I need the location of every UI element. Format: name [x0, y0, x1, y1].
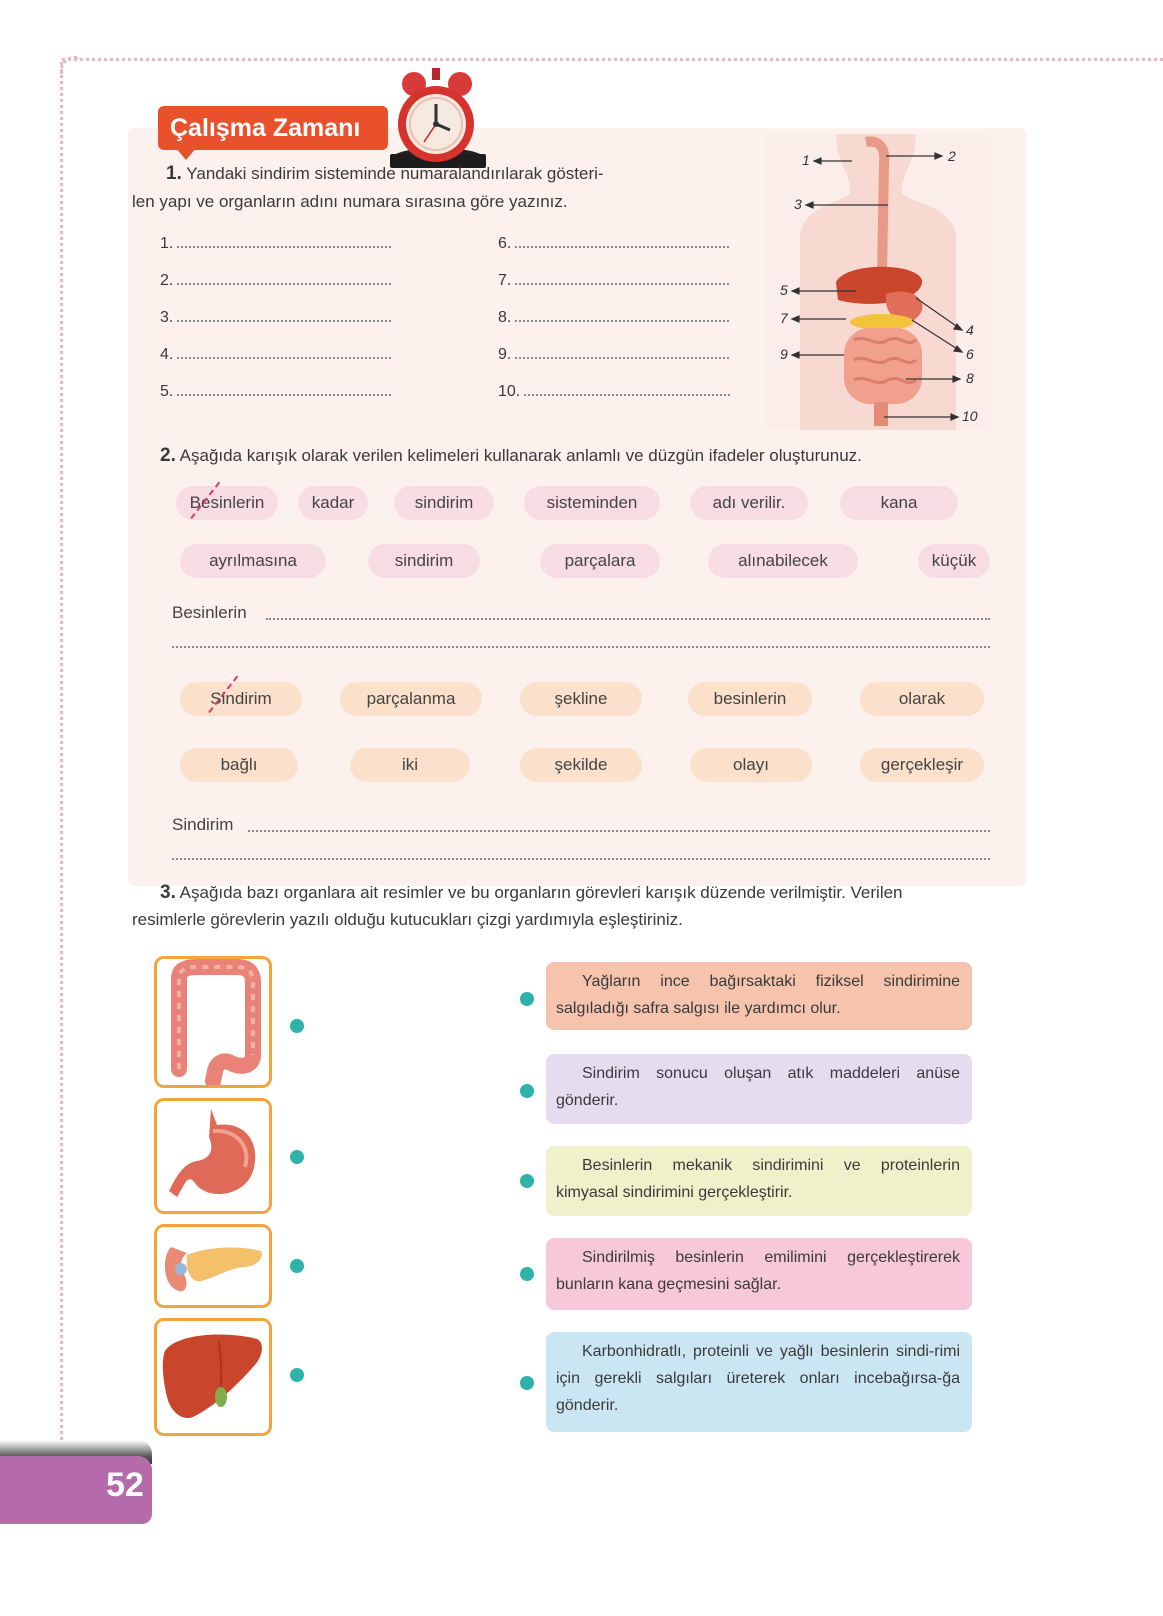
q1-answer-number-3: 3. — [160, 309, 174, 326]
pancreas-image — [154, 1224, 272, 1308]
q1-answer-number-9: 9. — [498, 346, 512, 363]
frame-left-border — [60, 62, 63, 1452]
q1-answer-row-8 — [498, 308, 729, 327]
q1-answer-number-4: 4. — [160, 346, 174, 363]
q1-answer-row-6 — [498, 234, 729, 253]
organ-match-dot-3[interactable] — [290, 1259, 304, 1273]
q2-set1-row1-word-6: kana — [840, 486, 958, 520]
liver-image — [154, 1318, 272, 1436]
q1-answer-number-5: 5. — [160, 383, 174, 400]
q1-answer-number-10: 10. — [498, 383, 521, 400]
task-text-5: Karbonhidratlı, proteinli ve yağlı besinlerin sindi-rimi için gerekli salgıları üreterek onları incebağırsa-ğa gönderir. — [556, 1343, 960, 1414]
q2-set2-row1-word-1: Sindirim — [180, 682, 302, 716]
q1-prompt-line1 — [166, 160, 604, 188]
q1-answer-number-6: 6. — [498, 235, 512, 252]
q1-answer-row-9 — [498, 345, 729, 364]
q1-answer-blank-7[interactable] — [515, 271, 729, 285]
q2-set2-row1-word-3: şekline — [520, 682, 642, 716]
q1-answer-row-3 — [160, 308, 391, 327]
q3-text-line1: Aşağıda bazı organlara ait resimler ve bu organların görevleri karışık düzende verilmiştir. Verilen — [179, 883, 903, 902]
q1-answer-number-2: 2. — [160, 272, 174, 289]
page-title: Çalışma Zamanı — [158, 106, 388, 150]
q2-set1-row1-word-3: sindirim — [394, 486, 494, 520]
q1-answer-blank-8[interactable] — [515, 308, 729, 322]
q1-answer-blank-10[interactable] — [524, 382, 730, 396]
task-box-absorption — [546, 1238, 972, 1310]
task-box-enzymes — [546, 1332, 972, 1432]
q2-set1-row1-word-5: adı verilir. — [690, 486, 808, 520]
diagram-label-5: 5 — [780, 282, 788, 298]
q2-set1-row1-word-2: kadar — [298, 486, 368, 520]
q1-answer-row-10 — [498, 382, 730, 401]
title-badge-tail — [176, 148, 196, 160]
diagram-label-10: 10 — [962, 408, 978, 424]
q1-answer-row-1 — [160, 234, 391, 253]
q2-set1-row2-word-5: küçük — [918, 544, 990, 578]
q2-set2-row2-word-4: olayı — [690, 748, 812, 782]
diagram-arrows — [766, 134, 990, 430]
stomach-icon — [157, 1101, 269, 1211]
task-match-dot-4[interactable] — [520, 1267, 534, 1281]
q2-answer2-line1[interactable] — [248, 818, 990, 832]
task-text-3: Besinlerin mekanik sindirimini ve proteinlerin kimyasal sindirimini gerçekleştirir. — [556, 1157, 960, 1201]
q2-set2-row1-word-2: parçalanma — [340, 682, 482, 716]
liver-icon — [157, 1321, 269, 1433]
task-match-dot-1[interactable] — [520, 992, 534, 1006]
q2-answer1-line1[interactable] — [266, 606, 990, 620]
diagram-label-8: 8 — [966, 370, 974, 386]
q2-answer1-line2[interactable] — [172, 634, 990, 648]
pancreas-icon — [157, 1227, 269, 1305]
q1-answer-number-8: 8. — [498, 309, 512, 326]
q2-set1-row2-word-4: alınabilecek — [708, 544, 858, 578]
task-box-waste — [546, 1054, 972, 1124]
page-number: 52 — [106, 1466, 144, 1504]
q2-set2-row2-word-5: gerçekleşir — [860, 748, 984, 782]
q2-set1-row1-word-4: sisteminden — [524, 486, 660, 520]
task-match-dot-2[interactable] — [520, 1084, 534, 1098]
q1-answer-blank-2[interactable] — [177, 271, 391, 285]
q1-answer-number-7: 7. — [498, 272, 512, 289]
task-text-1: Yağların ince bağırsaktaki fiziksel sindirimine salgıladığı safra salgısı ile yardımcı olur. — [556, 973, 960, 1017]
q2-number: 2. — [160, 445, 176, 466]
digestive-system-diagram — [766, 134, 990, 430]
q1-answer-blank-4[interactable] — [177, 345, 391, 359]
q2-answer1-label: Besinlerin — [172, 603, 247, 622]
frame-top-border — [62, 58, 1163, 61]
q2-set1-row2-word-1: ayrılmasına — [180, 544, 326, 578]
organ-match-dot-4[interactable] — [290, 1368, 304, 1382]
q1-answer-blank-1[interactable] — [177, 234, 391, 248]
q2-set2-row2-word-2: iki — [350, 748, 470, 782]
diagram-label-4: 4 — [966, 322, 974, 338]
q1-answer-blank-5[interactable] — [177, 382, 391, 396]
large-intestine-icon — [157, 959, 269, 1085]
q1-answer-blank-6[interactable] — [515, 234, 729, 248]
task-text-2: Sindirim sonucu oluşan atık maddeleri anüse gönderir. — [556, 1065, 960, 1109]
diagram-label-2: 2 — [948, 148, 956, 164]
q2-text: Aşağıda karışık olarak verilen kelimeleri kullanarak anlamlı ve düzgün ifadeler oluşturunuz. — [179, 446, 862, 465]
q3-prompt-line1 — [160, 879, 903, 907]
q2-set2-row1-word-4: besinlerin — [688, 682, 812, 716]
task-match-dot-3[interactable] — [520, 1174, 534, 1188]
organ-match-dot-1[interactable] — [290, 1019, 304, 1033]
diagram-label-6: 6 — [966, 346, 974, 362]
q1-number: 1. — [166, 163, 182, 184]
task-match-dot-5[interactable] — [520, 1376, 534, 1390]
q2-set2-row2-word-1: bağlı — [180, 748, 298, 782]
q1-answer-row-7 — [498, 271, 729, 290]
diagram-label-3: 3 — [794, 196, 802, 212]
q1-answer-blank-9[interactable] — [515, 345, 729, 359]
diagram-label-7: 7 — [780, 310, 788, 326]
q1-text-line2: len yapı ve organların adını numara sırasına göre yazınız. — [132, 192, 568, 211]
q3-text-line2: resimlerle görevlerin yazılı olduğu kutucukları çizgi yardımıyla eşleştiriniz. — [132, 910, 683, 929]
large-intestine-image — [154, 956, 272, 1088]
q1-text-line1: Yandaki sindirim sisteminde numaralandırılarak gösteri- — [186, 164, 604, 183]
task-box-bile — [546, 962, 972, 1030]
task-box-mechanical-digestion — [546, 1146, 972, 1216]
alarm-clock-icon — [380, 62, 490, 172]
q1-answer-row-4 — [160, 345, 391, 364]
q2-set1-row2-word-2: sindirim — [368, 544, 480, 578]
stomach-image — [154, 1098, 272, 1214]
q1-answer-row-2 — [160, 271, 391, 290]
q1-answer-number-1: 1. — [160, 235, 174, 252]
q1-answer-row-5 — [160, 382, 391, 401]
diagram-label-1: 1 — [802, 152, 810, 168]
q2-answer2-label: Sindirim — [172, 815, 234, 834]
q2-set2-row2-word-3: şekilde — [520, 748, 642, 782]
q2-prompt — [160, 442, 862, 470]
q2-set1-row2-word-3: parçalara — [540, 544, 660, 578]
q3-number: 3. — [160, 882, 176, 903]
q1-answer-blank-3[interactable] — [177, 308, 391, 322]
q2-set2-row1-word-5: olarak — [860, 682, 984, 716]
q2-set1-row1-word-1: Besinlerin — [176, 486, 278, 520]
organ-match-dot-2[interactable] — [290, 1150, 304, 1164]
q2-answer2-line2[interactable] — [172, 846, 990, 860]
task-text-4: Sindirilmiş besinlerin emilimini gerçekleştirerek bunların kana geçmesini sağlar. — [556, 1249, 960, 1293]
diagram-label-9: 9 — [780, 346, 788, 362]
